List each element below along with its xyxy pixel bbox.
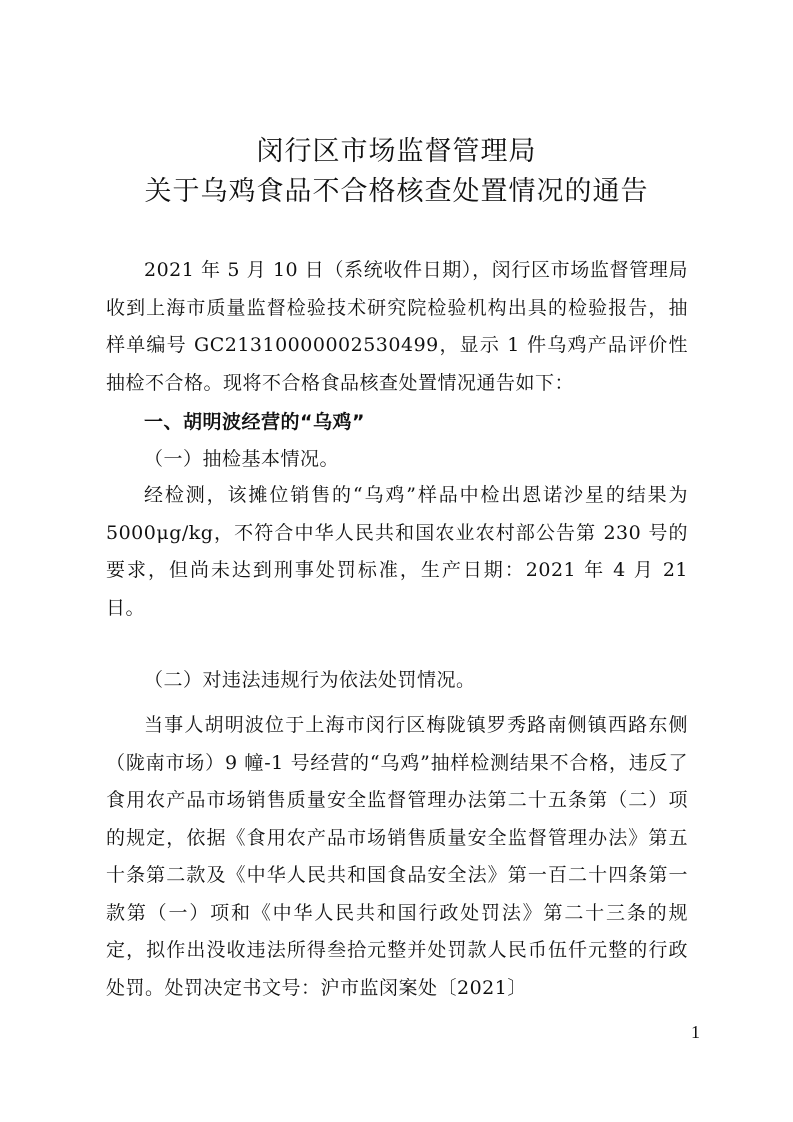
- penalty-paragraph: 当事人胡明波位于上海市闵行区梅陇镇罗秀路南侧镇西路东侧（陇南市场）9 幢-1 号经营的“乌鸡”抽样检测结果不合格，违反了食用农产品市场销售质量安全监督管理办法第二十五条第（二）项的规定，依据《食用农产品市场销售质量安全监督管理办法》第五十条第二款及《中华人民共和国食品安全法》第一百二十四条第一款第（一）项和《中华人民共和国行政处罚法》第二十三条的规定，拟作出没收违法所得叁拾元整并处罚款人民币伍仟元整的行政处罚。处罚决定书文号：沪市监闵案处〔2021〕: [106, 714, 688, 999]
- inspection-paragraph: 经检测，该摊位销售的“乌鸡”样品中检出恩诺沙星的结果为 5000μg/kg，不符合中华人民共和国农业农村部公告第 230 号的要求，但尚未达到刑事处罚标准，生产日期：2021 年 4 月 21 日。: [106, 484, 688, 619]
- subsection-heading-inspection: （一）抽检基本情况。: [144, 448, 340, 470]
- subsection-heading-penalty: （二）对违法违规行为依法处罚情况。: [144, 669, 476, 691]
- section-heading: 一、胡明波经营的“乌鸡”: [144, 411, 365, 433]
- document-title-line2: 关于乌鸡食品不合格核查处置情况的通告: [144, 176, 649, 207]
- document-title-line1: 闵行区市场监督管理局: [256, 136, 537, 167]
- intro-paragraph: 2021 年 5 月 10 日（系统收件日期），闵行区市场监督管理局收到上海市质量监督检验技术研究院检验机构出具的检验报告，抽样单编号 GC21310000002530499，显示 1 件乌鸡产品评价性抽检不合格。现将不合格食品核查处置情况通告如下：: [106, 259, 688, 394]
- page-number: 1: [691, 1022, 700, 1042]
